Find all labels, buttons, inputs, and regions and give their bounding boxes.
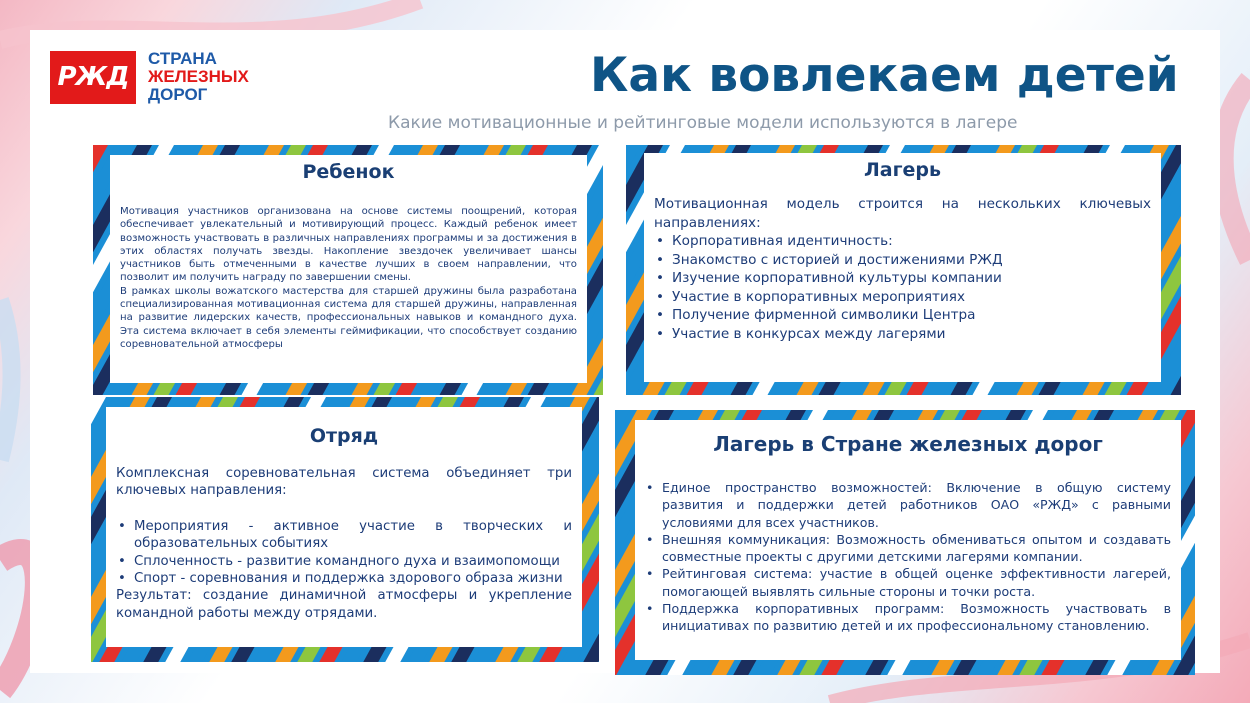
card-child-paragraph-2: В рамках школы вожатского мастерства для старшей дружины была разработана специализированная мотивационная система для старшей дружины, направленная на развитие лидерских качеств, профессиональных навыков и командного духа. Эта система включает в себя элементы геймификации, что способствует созданию соревновательной атмосферы — [120, 285, 577, 350]
list-item: • Сплоченность - развитие командного духа и взаимопомощи — [134, 553, 572, 570]
card-child-paragraph-1: Мотивация участников организована на основе системы поощрений, которая обеспечивает увлекательный и мотивирующий процесс. Каждый ребенок имеет возможность участвовать в различных направлениях программы и за достижения в этих областях получать звезды. Накопление звездочек увеличивает шансы участников быть отмеченными в качестве лучших в своем направлении, что позволит им получить награду по завершении смены. — [120, 206, 577, 284]
card-camp-title: Лагерь — [863, 159, 942, 181]
card-child-body — [110, 155, 587, 383]
list-item: • Мероприятия - активное участие в творческих и образовательных событиях — [134, 518, 572, 553]
card-squad-title: Отряд — [309, 425, 379, 447]
list-item: • Спорт - соревнования и поддержка здорового образа жизни — [134, 570, 572, 587]
card-country-title: Лагерь в Стране железных дорог — [713, 432, 1103, 456]
card-squad — [91, 397, 599, 662]
rzd-logo-mark-text: РЖД — [57, 62, 129, 92]
spacer — [116, 500, 572, 518]
list-item: • Изучение корпоративной культуры компании — [672, 269, 1151, 288]
page-title: Как вовлекаем детей — [590, 48, 1179, 103]
list-item: • Поддержка корпоративных программ: Возможность участвовать в инициативах по развитию детей и их профессиональному становлению. — [662, 600, 1171, 635]
page-subtitle: Какие мотивационные и рейтинговые модели используются в лагере — [388, 113, 1018, 133]
list-item: • Единое пространство возможностей: Включение в общую систему развития и поддержки детей работников ОАО «РЖД» с равными условиями для всех участников. — [662, 479, 1171, 531]
list-item: • Участие в корпоративных мероприятиях — [672, 288, 1151, 307]
rzd-logo — [50, 50, 249, 104]
card-camp-list — [654, 232, 1151, 343]
card-country — [615, 410, 1195, 675]
logo-wordmark — [148, 50, 249, 104]
card-squad-body — [106, 407, 582, 647]
card-camp-intro: Мотивационная модель строится на нескольких ключевых направлениях: — [654, 196, 1151, 231]
list-item: • Получение фирменной символики Центра — [672, 306, 1151, 325]
card-squad-result: Результат: создание динамичной атмосферы и укрепление командной работы между отрядами. — [116, 588, 572, 621]
card-squad-text — [116, 465, 572, 622]
card-squad-list — [116, 518, 572, 588]
card-camp-body — [644, 153, 1161, 382]
logo-line-2: ЖЕЛЕЗНЫХ — [148, 67, 249, 86]
list-item: • Знакомство с историей и достижениями РЖД — [672, 251, 1151, 270]
card-camp — [626, 145, 1181, 395]
list-item: • Корпоративная идентичность: — [672, 232, 1151, 251]
rzd-logo-mark — [50, 51, 136, 104]
card-country-text — [645, 479, 1171, 635]
card-country-body — [635, 420, 1181, 660]
card-squad-intro: Комплексная соревновательная система объединяет три ключевых направления: — [116, 466, 572, 499]
card-camp-text — [654, 195, 1151, 343]
logo-line-1: СТРАНА — [148, 49, 217, 68]
list-item: • Рейтинговая система: участие в общей оценке эффективности лагерей, помогающей выявлять сильные стороны и точки роста. — [662, 565, 1171, 600]
list-item: • Участие в конкурсах между лагерями — [672, 325, 1151, 344]
card-child-text — [120, 205, 577, 351]
card-country-list — [645, 479, 1171, 635]
card-child-title: Ребенок — [302, 161, 395, 183]
logo-line-3: ДОРОГ — [148, 85, 208, 104]
card-child — [93, 145, 603, 395]
list-item: • Внешняя коммуникация: Возможность обмениваться опытом и создавать совместные проекты с другими детскими лагерями компании. — [662, 531, 1171, 566]
